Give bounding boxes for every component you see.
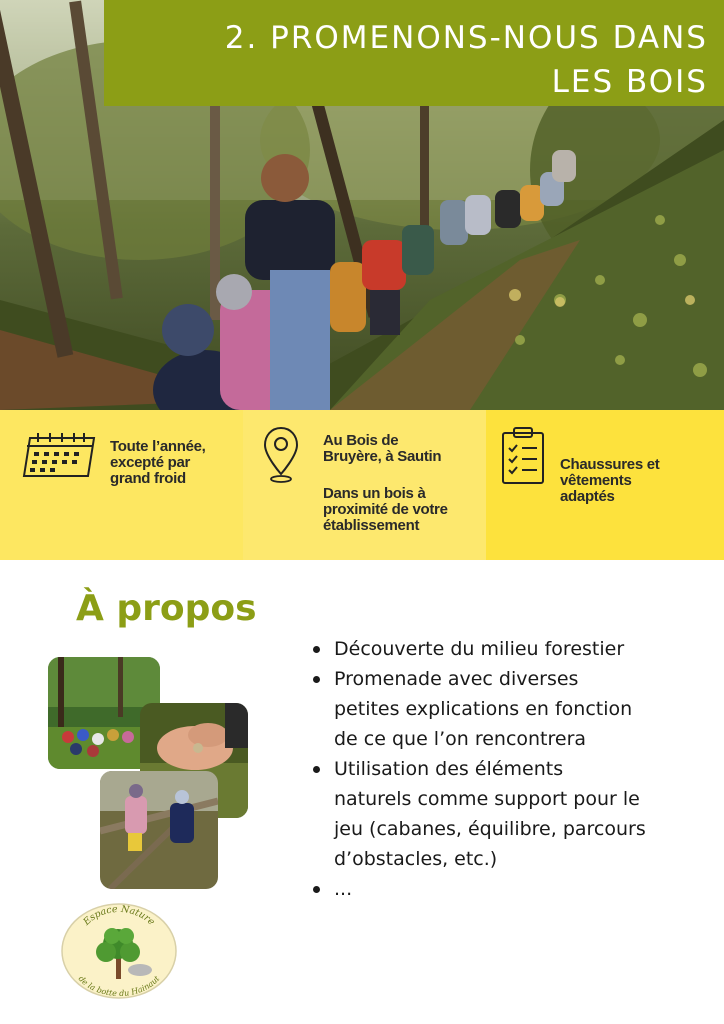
title-banner [104, 0, 724, 106]
logo-text-bottom: de la botte du Hainaut [76, 974, 162, 999]
calendar-icon [22, 430, 98, 480]
list-item: ... [310, 874, 690, 904]
logo-text-top: Espace Nature [81, 903, 157, 928]
location-pin-icon [263, 426, 299, 484]
info-strip [0, 410, 724, 560]
list-item: Promenade avec diverses petites explications en fonction de ce que l’on rencontrera [310, 664, 690, 754]
info-location-text: Au Bois de Bruyère, à Sautin [323, 432, 442, 465]
info-equipment-text: Chaussures et vêtements adaptés [560, 456, 660, 505]
about-bullet-list [310, 634, 690, 904]
about-heading: À propos [76, 588, 257, 629]
info-cell-location [243, 410, 486, 560]
info-cell-equipment [486, 410, 724, 560]
espace-nature-logo [60, 902, 178, 1000]
info-location-detail-text: Dans un bois à proximité de votre établissement [323, 485, 448, 534]
info-cell-schedule [0, 410, 243, 560]
photo-children-climbing [100, 771, 218, 889]
clipboard-checklist-icon [500, 426, 546, 486]
page-title-line-1: 2. PROMENONS-NOUS DANS [224, 20, 708, 56]
list-item: Découverte du milieu forestier [310, 634, 690, 664]
info-schedule-text: Toute l’année, excepté par grand froid [110, 438, 206, 487]
list-item: Utilisation des éléments naturels comme support pour le jeu (cabanes, équilibre, parcours d’obstacles, etc.) [310, 754, 690, 874]
page-title-line-2: LES BOIS [551, 64, 708, 100]
